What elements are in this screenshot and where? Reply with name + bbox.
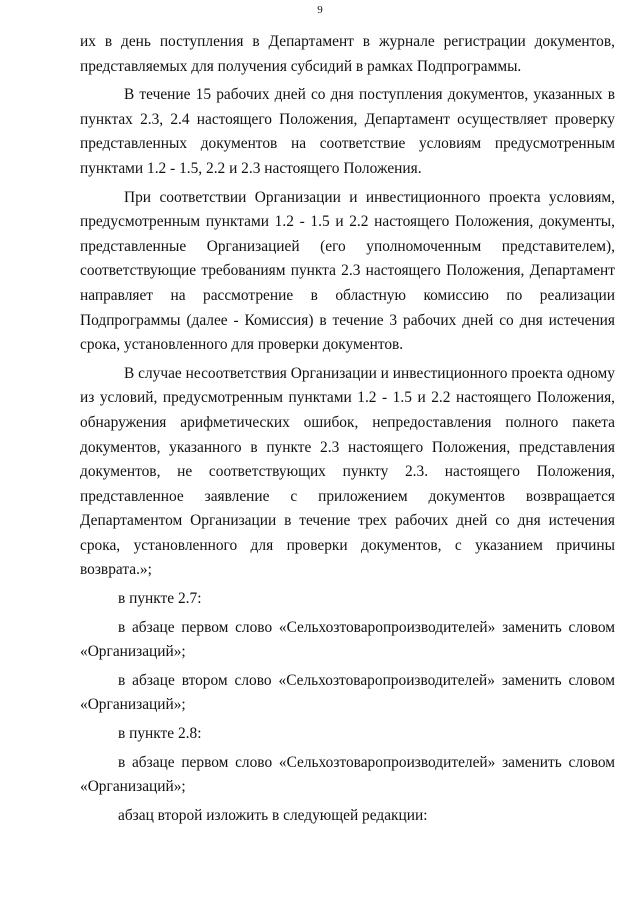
paragraph-2-8-second: абзац второй изложить в следующей редакции:	[118, 806, 428, 824]
paragraph-2-8-first: в абзаце первом слово «Сельхозтоваропроизводителей» заменить словом «Организаций»;	[80, 753, 615, 796]
paragraph-compliance: При соответствии Организации и инвестиционного проекта условиям, предусмотренным пунктами 1.2 - 1.5 и 2.2 настоящего Положения, документы, представленные Организацией (его уполномоченным представителем), соответствующие требованиям пункта 2.3 настоящего Положения, Департамент направляет на рассмотрение в областную комиссию по реализации Подпрограммы (далее - Комиссия) в течение 3 рабочих дней со дня истечения срока, установленного для проверки документов.	[80, 188, 615, 354]
paragraph-item-2-7: в пункте 2.7:	[118, 590, 202, 608]
paragraph-continuation: их в день поступления в Департамент в журнале регистрации документов, представляемых для получения субсидий в рамках Подпрограммы.	[80, 33, 615, 75]
paragraph-item-2-8: в пункте 2.8:	[118, 725, 202, 743]
paragraph-2-7-first: в абзаце первом слово «Сельхозтоваропроизводителей» заменить словом «Организаций»;	[80, 618, 615, 661]
paragraph-review-period: В течение 15 рабочих дней со дня поступления документов, указанных в пунктах 2.3, 2.4 настоящего Положения, Департамент осуществляет проверку представленных документов на соответствие условиям предусмотренным пунктами 1.2 - 1.5, 2.2 и 2.3 настоящего Положения.	[80, 86, 615, 177]
document-body	[80, 30, 615, 832]
page-number: 9	[317, 4, 323, 16]
paragraph-noncompliance: В случае несоответствия Организации и инвестиционного проекта одному из условий, предусмотренным пунктами 1.2 - 1.5 и 2.2 настоящего Положения, обнаружения арифметических ошибок, непредоставления полного пакета документов, указанного в пункте 2.3 настоящего Положения, представления документов, не соответствующих пункту 2.3. настоящего Положения, представленное заявление с приложением документов возвращается Департаментом Организации в течение трех рабочих дней со дня истечения срока, установленного для проверки документов, с указанием причины возврата.»;	[80, 364, 615, 579]
paragraph-2-7-second: в абзаце втором слово «Сельхозтоваропроизводителей» заменить словом «Организаций»;	[80, 671, 615, 714]
